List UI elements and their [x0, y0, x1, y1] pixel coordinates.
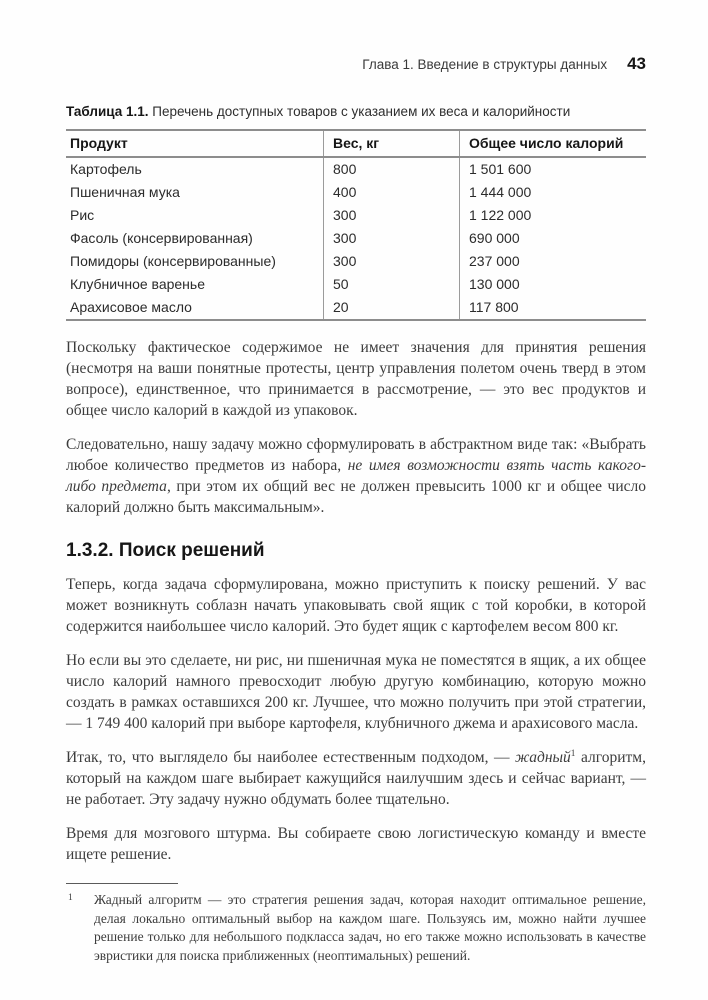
- table-row: [66, 250, 646, 273]
- table-caption-text: Перечень доступных товаров с указанием их веса и калорийности: [148, 104, 571, 119]
- cell-product: Арахисовое масло: [70, 299, 192, 315]
- paragraph-greedy-fails: Итак, то, что выглядело бы наиболее естественным подходом, — жадный$^1$ алгоритм, который на каждом шаге выбирает кажущийся наилучшим здесь и сейчас вариант, — не работает. Эту задачу нужно обдумать более тщательно.: [66, 748, 646, 808]
- cell-calories: 1 122 000: [460, 204, 647, 227]
- cell-product: Клубничное варенье: [70, 276, 205, 292]
- paragraph-task-statement: Следовательно, нашу задачу можно сформулировать в абстрактном виде так: «Выбрать любое количество предметов из набора, не имея возможности взять часть какого-либо предмета, при этом их общий вес не должен превысить 1000 кг и общее число калорий должно быть максимальным».: [66, 436, 646, 516]
- table-row: [66, 204, 646, 227]
- cell-calories: 117 800: [460, 296, 647, 320]
- table-row: [66, 273, 646, 296]
- paragraph-contents: Поскольку фактическое содержимое не имеет значения для принятия решения (несмотря на ваши понятные протесты, центр управления полетом очень тверд в этом вопросе), единственное, что принимается в рассмотрение, — это вес продуктов и общее число калорий в каждой из упаковок.: [66, 339, 646, 419]
- cell-product: Картофель: [70, 161, 142, 177]
- running-head: [66, 54, 646, 74]
- section-heading: 1.3.2. Поиск решений: [66, 540, 265, 561]
- cell-weight: 300: [324, 204, 460, 227]
- cell-product: Помидоры (консервированные): [70, 253, 276, 269]
- page-number: 43: [627, 54, 646, 73]
- col-header-product: Продукт: [66, 130, 324, 157]
- cell-product: Рис: [70, 207, 95, 223]
- paragraph-brainstorm: Время для мозгового штурма. Вы собираете свою логистическую команду и вместе ищете решение.: [66, 825, 646, 863]
- cell-weight: 50: [324, 273, 460, 296]
- footnote: [66, 891, 646, 965]
- col-header-calories: Общее число калорий: [460, 130, 647, 157]
- cell-calories: 130 000: [460, 273, 647, 296]
- cell-product: Фасоль (консервированная): [70, 230, 253, 246]
- paragraph-greedy-result: Но если вы это сделаете, ни рис, ни пшеничная мука не поместятся в ящик, а их общее число калорий намного превосходит любую другую комбинацию, которую можно создать в рамках оставшихся 200 кг. Лучшее, что можно получить при этой стратегии, — 1 749 400 калорий при выборе картофеля, клубничного джема и арахисового масла.: [66, 652, 646, 732]
- table-header-row: [66, 130, 646, 157]
- footnote-divider: [66, 883, 178, 884]
- cell-calories: 690 000: [460, 227, 647, 250]
- cell-weight: 20: [324, 296, 460, 320]
- cell-product: Пшеничная мука: [70, 184, 180, 200]
- table-caption-label: Таблица 1.1.: [66, 104, 149, 119]
- cell-weight: 400: [324, 181, 460, 204]
- footnote-text: Жадный алгоритм — это стратегия решения задач, которая находит оптимальное решение, делая локально оптимальный выбор на каждом шаге. Пользуясь им, можно найти лучшее решение только для небольшого подкласса задач, но его также можно использовать в качестве эвристики для поиска приближенных (неоптимальных) решений.: [94, 892, 646, 963]
- cell-weight: 300: [324, 227, 460, 250]
- footnote-block: [66, 883, 646, 965]
- chapter-title: Глава 1. Введение в структуры данных: [362, 57, 608, 72]
- footnote-marker: 1: [68, 893, 73, 903]
- table-row: [66, 181, 646, 204]
- table-caption: [66, 104, 646, 119]
- cell-weight: 800: [324, 157, 460, 181]
- cell-calories: 237 000: [460, 250, 647, 273]
- col-header-weight: Вес, кг: [324, 130, 460, 157]
- table-row: [66, 157, 646, 181]
- table-row: [66, 296, 646, 320]
- cell-calories: 1 444 000: [460, 181, 647, 204]
- products-table: [66, 129, 646, 321]
- cell-calories: 1 501 600: [460, 157, 647, 181]
- cell-weight: 300: [324, 250, 460, 273]
- paragraph-search-intro: Теперь, когда задача сформулирована, можно приступить к поиску решений. У вас может возникнуть соблазн начать упаковывать свой ящик с той коробки, в которой содержится наибольшее число калорий. Это будет ящик с картофелем весом 800 кг.: [66, 576, 646, 635]
- table-row: [66, 227, 646, 250]
